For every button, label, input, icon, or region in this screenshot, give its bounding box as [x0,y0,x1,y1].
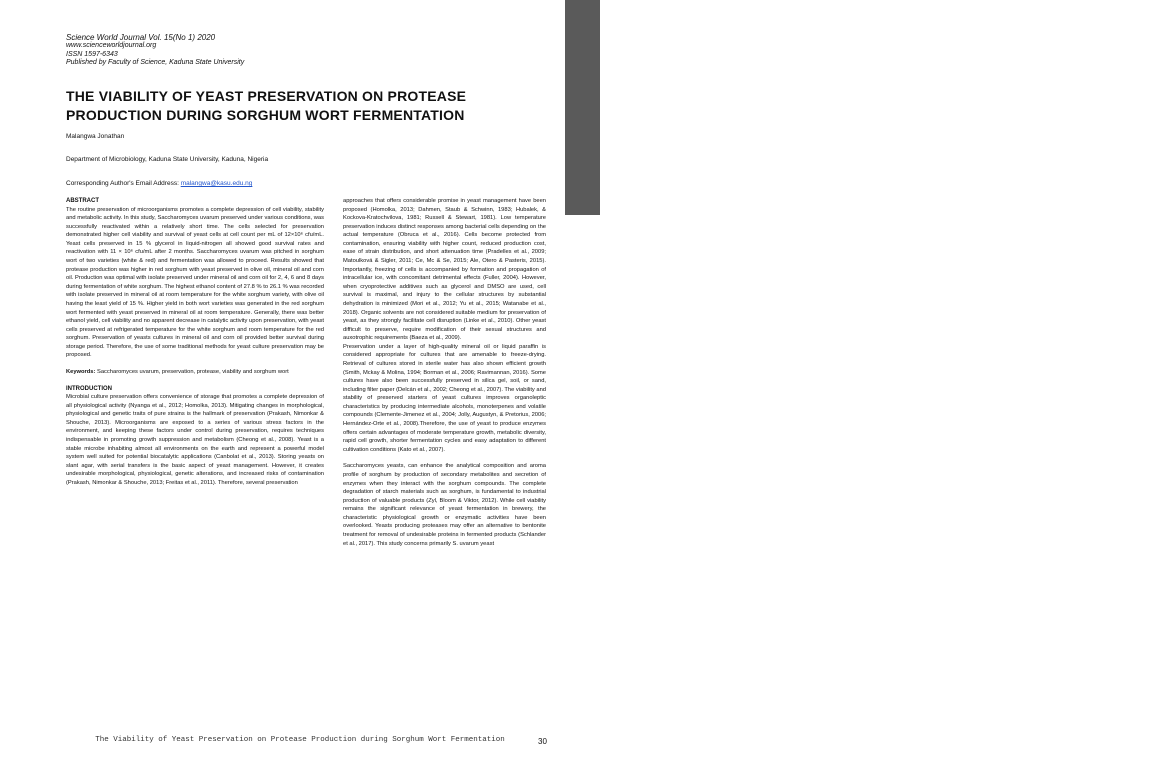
page-number: 30 [538,737,547,746]
journal-publisher: Published by Faculty of Science, Kaduna State University [66,59,245,67]
introduction-text: Microbial culture preservation offers convenience of storage that promotes a complete depression of all physiological activity (Nyanga et al., 2012; Homolka, 2013). Mitigating changes in morphological, physiological and genetic traits of pure strains is the hallmark of preservation (Prakash, Nimonkar & Shouche, 2013). Microorganisms are exposed to a series of various stress factors in the environment, and keeping these factors under control during preservation, requires techniques indispensable in promoting growth suppression and metabolism (Cheong et al., 2008). Yeast is a stable microbe inhabiting almost all environments on the earth and represent a powerful model system well suited for potential biocatalytic applications (Canbolat et al., 2013). Storing yeasts on slant agar, with serial transfers is the basic aspect of yeast management. However, it creates undesirable morphological, physiological, genetic alterations, and increased risks of contamination (Prakash, Nimonkar & Shouche, 2013; Freitas et al., 2011). Therefore, several preservation [66,394,324,486]
keywords-text: Saccharomyces uvarum, preservation, protease, viability and sorghum wort [97,368,289,375]
body-paragraph: Preservation under a layer of high-quality mineral oil or liquid paraffin is considered appropriate for cultures that are amenable to freeze-drying. Retrieval of cultures stored in sterile water has also shown efficient growth (Smith, Mckay & Molina, 1994; Borman et al., 2006; Ravimannan, 2016). Some cultures have also been successfully preserved in silica gel, soil, or sand, including filter paper (Delcán et al., 2002; Cheong et al., 2007). The viability and stability of preserved starters of yeast cultures improves organoleptic characteristics by producing intermediate alcohols, monoterpenes and volatile compounds (Clemente-Jimenez et al., 2004; Jolly, Augustyn, & Pretorius, 2006; Hernández-Orte et al., 2008).Therefore, the use of yeast to produce enzymes offers certain advantages of moderate temperature growth, metabolic diversity, rapid cell growth, shorter fermentation cycles and easy adaptation to different cultivation conditions (Kato et al., 2007). [343,343,546,453]
body-paragraph: Saccharomyces yeasts, can enhance the analytical composition and aroma profile of sorghum by production of secondary metabolites and secretion of enzymes when they interact with the sorghum compounds. The complete degradation of starch materials such as sorghum, is fundamental to industrial production of valuable products (Zyl, Bloom & Viktor, 2012). While cell viability remains the significant relevance of yeast fermentation in brewery, the characteristic physiological growth or enzymatic activities have been overlooked. Yeasts producing proteases may offer an alternative to bentonite treatment for removal of undesirable proteins in fermented products (Schlander et al., 2017). This study concerns primarily S. uvarum yeast [343,463,546,547]
author-name: Malangwa Jonathan [66,133,125,140]
right-column [343,197,546,548]
abstract-heading: ABSTRACT [66,198,99,204]
journal-header [66,34,244,68]
left-column [66,197,324,488]
keywords [66,368,324,377]
article-type-label: Full Length Research Article [1142,46,1152,168]
corresponding-author [66,180,252,187]
keywords-label: Keywords: [66,368,96,375]
journal-name: Science World Journal Vol. 15(No 1) 2020 [66,33,216,42]
article-type-banner [565,0,1152,215]
journal-issn: ISSN 1597-6343 [66,50,118,58]
journal-website: www.scienceworldjournal.org [66,42,157,50]
abstract-text: The routine preservation of microorganisms promotes a complete depression of cell viability, stability and metabolic activity. In this study, Saccharomyces uvarum preserved under various conditions, was successfully reactivated within a relatively short time. The cells selected for preservation demonstrated higher cell viability and survival of yeast cells at cell count per mL of 12×10⁶ cfu/mL. Yeast cells preserved in 15 % glycerol in liquid-nitrogen all showed good survival rates and reactivation with 11 × 10⁶ cfu/mL after 2 months. Saccharomyces uvarum was pitched in sorghum wort of two varieties (white & red) and fermentation was allowed to proceed. Results showed that protease production was higher in red sorghum with yeast preserved in olive oil, mineral oil and corn oil. Production was optimal with isolate preserved under mineral oil and corn oil for 2, 4, 6 and 8 days during fermentation of white sorghum. The highest ethanol content of 27.8 % to 26.1 % was recorded with isolate preserved in mineral oil at room temperature for the white sorghum variety, with olive oil having the least yield of 15 %. Higher yield in both wort varieties was generated in the red sorghum wort fermented with yeast preserved in mineral oil at room temperature. Generally, there was better ethanol yield, cell viability and no apparent decrease in catalytic activity upon preservation, with yeast cells preserved at refrigerated temperature for the white sorghum and room temperature for the red sorghum. Preservation of yeasts cultures in mineral oil and corn oil provided better survival during storage period. Therefore, the use of some traditional methods for yeast culture preservation may be proposed. [66,206,324,359]
running-title: The Viability of Yeast Preservation on Protease Production during Sorghum Wort Fermentation [95,736,505,744]
corresponding-email-link[interactable]: malangwa@kasu.edu.ng [180,180,253,187]
author-affiliation: Department of Microbiology, Kaduna State University, Kaduna, Nigeria [66,156,269,163]
corresponding-label: Corresponding Author's Email Address: [66,180,179,187]
body-paragraph: approaches that offers considerable promise in yeast management have been proposed (Homolka, 2013; Dahmen, Staub & Schwinn, 1983; Hubalek, & Kockova-Kratochvilova, 1981; Russell & Stewart, 1981). Low temperature preservation induces distinct responses among bacterial cells depending on the actual temperature (Obruca et al., 2016). Cells become protected from contamination, ensuring viability with higher count, reduced production cost, ease of strain distribution, and short attenuation time (Pradelles et al., 2009; Matoulková & Sigler, 2011; Ce, Mc & Se, 2015; Ale, Otero & Pasteris, 2015). Importantly, freezing of cells is accompanied by formation and propagation of intracellular ice, with concomitant detrimental effects (Fuller, 2004). However, when cryoprotective additives such as glycerol and DMSO are used, cell survival is maximal, and injury to the cellular structures by substantial dehydration is minimized (Mori et al., 2012; Yu et al., 2015; Watanabe et al., 2018). Organic solvents are not considered suitable medium for preservation of yeast, as they strongly facilitate cell disruption (Linke et al., 2010). Other yeast difficult to preserve, require modification of their sexual structures and auxotrophic requirements (Baeza et al., 2009). [343,198,546,342]
introduction-heading: INTRODUCTION [66,385,112,392]
article-title: THE VIABILITY OF YEAST PRESERVATION ON PROTEASE PRODUCTION DURING SORGHUM WORT FERMENTATION [66,88,467,123]
